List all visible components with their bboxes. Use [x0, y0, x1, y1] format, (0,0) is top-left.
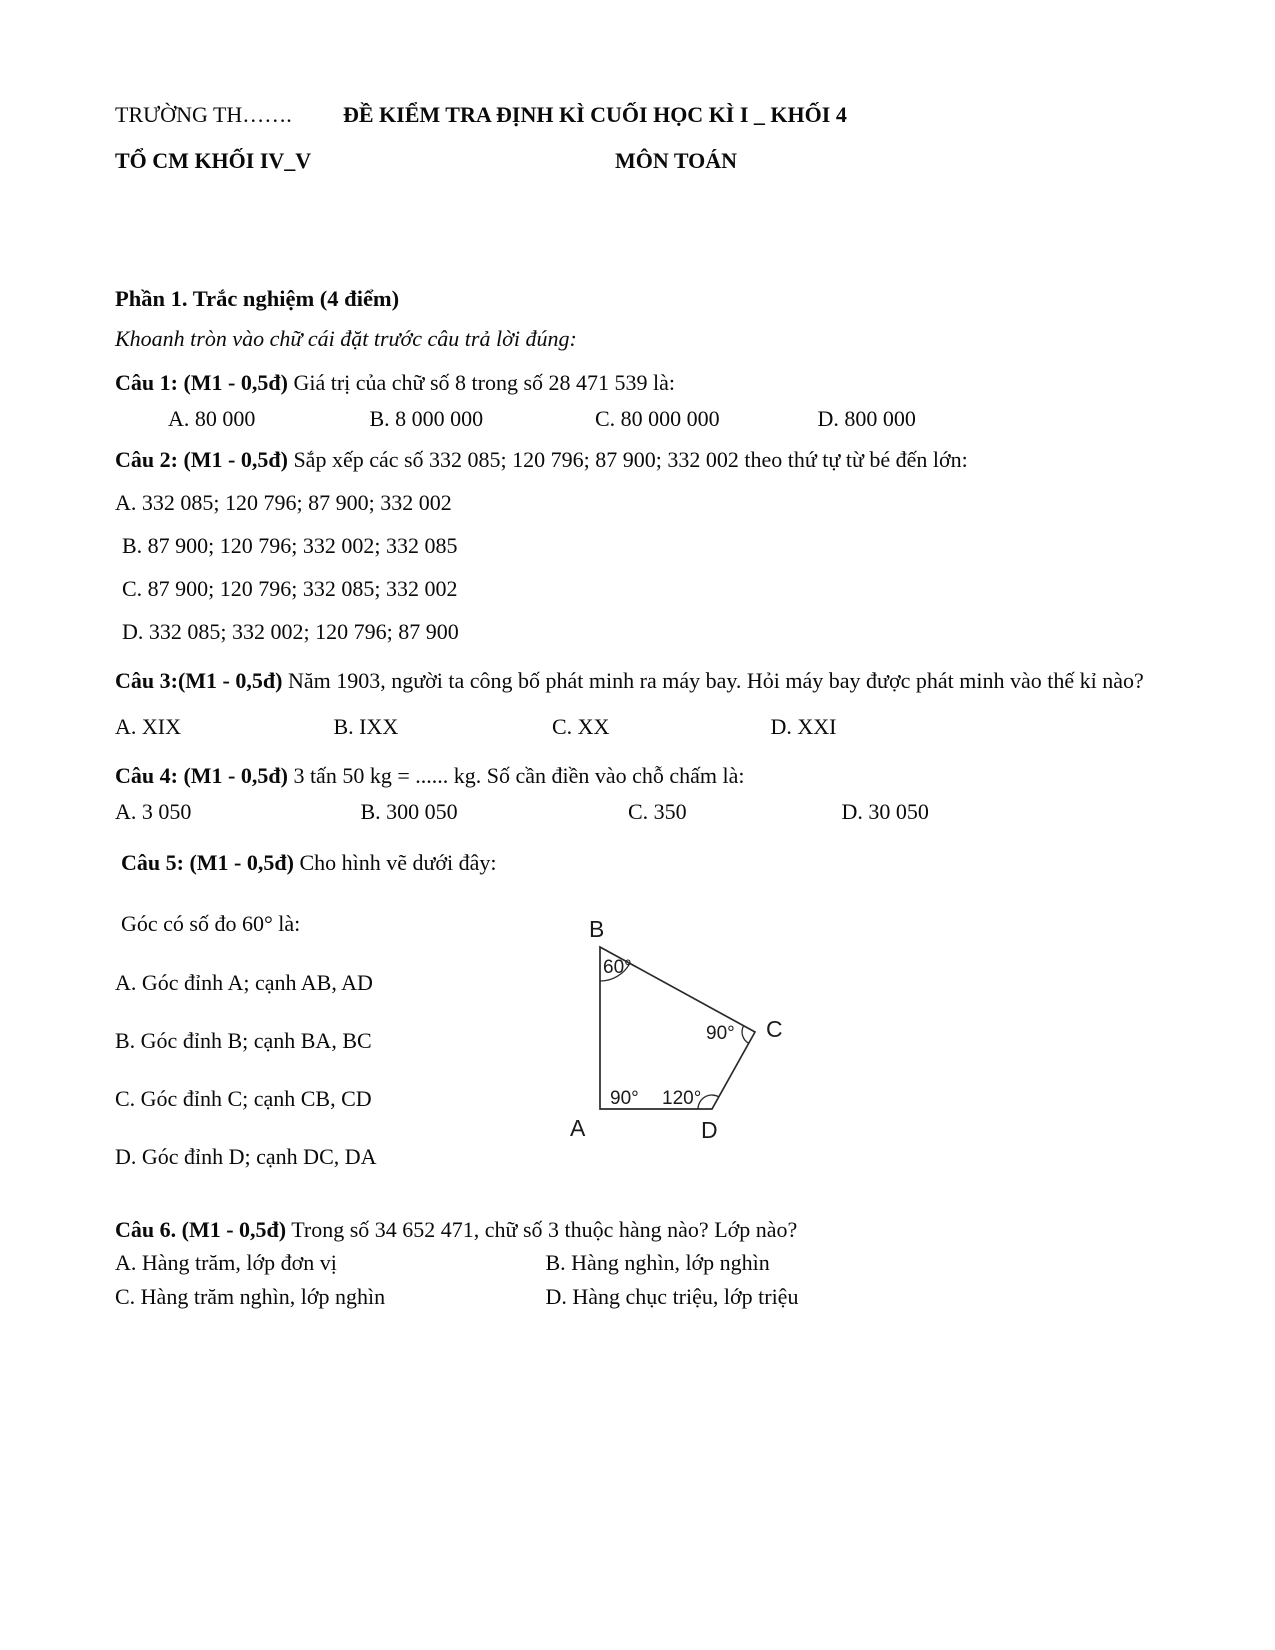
option-4d: D. 30 050 — [841, 799, 929, 824]
question-4-text: 3 tấn 50 kg = ...... kg. Số cần điền vào chỗ chấm là: — [293, 763, 745, 788]
option-5a: A. Góc đỉnh A; cạnh AB, AD — [115, 970, 373, 995]
question-2-text: Sắp xếp các số 332 085; 120 796; 87 900; 332 002 theo thứ tự từ bé đến lớn: — [293, 447, 968, 472]
question-3-options — [115, 709, 1160, 745]
option-6a: A. Hàng trăm, lớp đơn vị — [115, 1250, 337, 1275]
question-5-label: Câu 5: (M1 - 0,5đ) — [121, 850, 294, 875]
question-4-label: Câu 4: (M1 - 0,5đ) — [115, 763, 288, 788]
option-6c: C. Hàng trăm nghìn, lớp nghìn — [115, 1284, 386, 1309]
option-2a: A. 332 085; 120 796; 87 900; 332 002 — [115, 490, 452, 515]
question-5-figure — [560, 899, 810, 1173]
vertex-label-a: A — [570, 1115, 586, 1141]
question-6-line — [115, 1213, 1160, 1246]
vertex-label-d: D — [701, 1117, 718, 1143]
option-1c: C. 80 000 000 — [595, 406, 720, 431]
question-6-label: Câu 6. (M1 - 0,5đ) — [115, 1217, 287, 1242]
document-header — [115, 102, 1160, 174]
angle-label-c: 90° — [706, 1023, 735, 1044]
part1-instruction: Khoanh tròn vào chữ cái đặt trước câu trả lời đúng: — [115, 326, 577, 351]
question-3 — [115, 664, 1160, 745]
question-1-options — [168, 401, 1160, 437]
question-5 — [115, 846, 1160, 1173]
question-2 — [115, 443, 1160, 648]
question-5-body — [115, 907, 1160, 1173]
vertex-label-b: B — [589, 916, 605, 942]
question-2-options — [115, 486, 1160, 648]
part1-heading: Phần 1. Trắc nghiệm (4 điểm) — [115, 286, 400, 311]
question-1-label: Câu 1: (M1 - 0,5đ) — [115, 370, 288, 395]
question-5-prompt: Góc có số đo 60° là: — [121, 911, 301, 936]
question-4-line — [115, 759, 1160, 792]
subject-name: MÔN TOÁN — [615, 148, 738, 173]
exam-title: ĐỀ KIỂM TRA ĐỊNH KÌ CUỐI HỌC KÌ I _ KHỐI 4 — [343, 102, 847, 127]
option-2c: C. 87 900; 120 796; 332 085; 332 002 — [122, 576, 458, 601]
option-1a: A. 80 000 — [168, 406, 256, 431]
option-4b: B. 300 050 — [360, 799, 458, 824]
angle-label-d: 120° — [662, 1088, 702, 1109]
question-5-text: Cho hình vẽ dưới đây: — [299, 850, 497, 875]
quadrilateral-figure — [560, 899, 810, 1159]
question-6-options-row-2 — [115, 1280, 1160, 1314]
option-1b: B. 8 000 000 — [369, 406, 484, 431]
option-5c: C. Góc đỉnh C; cạnh CB, CD — [115, 1086, 372, 1111]
question-4-options — [115, 794, 1160, 830]
question-6-options-row-1 — [115, 1246, 1160, 1280]
option-5b: B. Góc đỉnh B; cạnh BA, BC — [115, 1028, 372, 1053]
school-name: TRƯỜNG TH……. — [115, 102, 292, 127]
question-3-label: Câu 3:(M1 - 0,5đ) — [115, 668, 283, 693]
option-4a: A. 3 050 — [115, 799, 192, 824]
angle-label-a: 90° — [610, 1088, 639, 1109]
option-3a: A. XIX — [115, 714, 181, 739]
question-6 — [115, 1213, 1160, 1314]
option-2b: B. 87 900; 120 796; 332 002; 332 085 — [122, 533, 458, 558]
option-3d: D. XXI — [770, 714, 837, 739]
option-1d: D. 800 000 — [817, 406, 916, 431]
question-5-options — [115, 907, 560, 1173]
question-1-text: Giá trị của chữ số 8 trong số 28 471 539 là: — [293, 370, 676, 395]
question-4 — [115, 759, 1160, 830]
vertex-label-c: C — [766, 1016, 783, 1042]
question-2-line — [115, 443, 1160, 476]
angle-label-b: 60° — [603, 957, 632, 978]
question-1-line — [115, 366, 1160, 399]
question-2-label: Câu 2: (M1 - 0,5đ) — [115, 447, 288, 472]
question-6-text: Trong số 34 652 471, chữ số 3 thuộc hàng nào? Lớp nào? — [291, 1217, 798, 1242]
option-2d: D. 332 085; 332 002; 120 796; 87 900 — [122, 619, 459, 644]
option-6d: D. Hàng chục triệu, lớp triệu — [545, 1284, 799, 1309]
option-4c: C. 350 — [628, 799, 687, 824]
question-3-text: Năm 1903, người ta công bố phát minh ra máy bay. Hỏi máy bay được phát minh vào thế kỉ nào? — [287, 668, 1144, 693]
question-1 — [115, 366, 1160, 437]
question-5-line — [115, 846, 1160, 879]
option-6b: B. Hàng nghìn, lớp nghìn — [545, 1250, 770, 1275]
header-row-2 — [115, 148, 1160, 174]
option-3c: C. XX — [552, 714, 610, 739]
header-row-1 — [115, 102, 1160, 128]
option-3b: B. IXX — [333, 714, 399, 739]
question-3-line — [115, 664, 1160, 697]
department-name: TỔ CM KHỐI IV_V — [115, 148, 312, 173]
option-5d: D. Góc đỉnh D; cạnh DC, DA — [115, 1144, 377, 1169]
